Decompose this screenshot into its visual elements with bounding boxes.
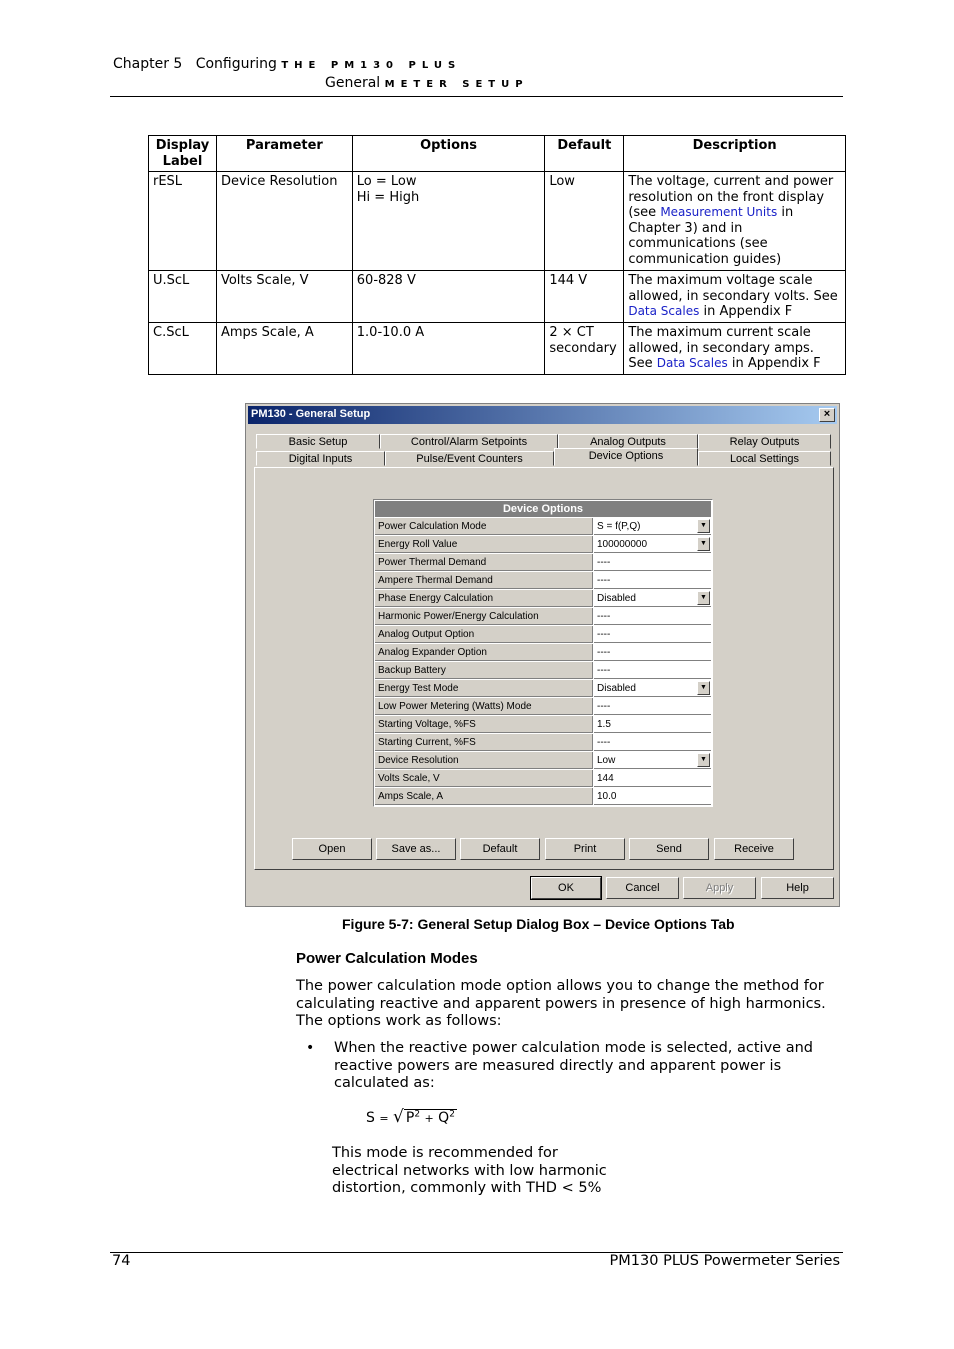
grid-row [375,626,711,644]
grid-row-value-text: 100000000 [597,539,648,550]
grid-row-label: Analog Expander Option [375,644,593,661]
parameter-table [148,135,846,375]
dropdown-arrow-icon[interactable]: ▼ [697,519,710,533]
tab-local-settings[interactable]: Local Settings [698,451,831,466]
col-parameter: Parameter [216,136,352,172]
grid-row [375,770,711,788]
grid-row-value[interactable] [594,518,711,535]
grid-row-value[interactable] [594,770,711,787]
grid-row [375,590,711,608]
grid-row [375,518,711,536]
grid-row [375,644,711,662]
grid-row-label: Starting Current, %FS [375,734,593,751]
grid-row-label: Ampere Thermal Demand [375,572,593,589]
section-heading: Power Calculation Modes [296,950,478,967]
grid-row-value-text: Low [597,755,616,766]
page-number: 74 [112,1253,131,1269]
tab-device-options[interactable]: Device Options [554,448,698,466]
grid-row-value[interactable] [594,644,711,661]
grid-row-label: Energy Test Mode [375,680,593,697]
grid-row-value-text: Disabled [597,683,636,694]
tab-basic-setup[interactable]: Basic Setup [256,434,380,449]
grid-row-label: Low Power Metering (Watts) Mode [375,698,593,715]
grid-row-value-text: 10.0 [597,791,617,802]
grid-title: Device Options [375,501,711,517]
bullet-paragraph: When the reactive power calculation mode is selected, active and reactive powers are measured directly and apparent power is calculated as: [334,1040,813,1091]
grid-row-label: Amps Scale, A [375,788,593,805]
table-row: C.ScL Amps Scale, A 1.0-10.0 A 2 × CT secondary The maximum current scale allowed, in secondary amps. See Data Scales in Appendix F [149,323,846,375]
figure-caption: Figure 5-7: General Setup Dialog Box – Device Options Tab [342,916,735,932]
dropdown-arrow-icon[interactable]: ▼ [697,753,710,767]
grid-row-value[interactable] [594,734,711,751]
col-default: Default [545,136,624,172]
header-rule [110,96,843,97]
grid-row [375,788,711,806]
grid-row-value-text: ---- [597,737,611,748]
grid-row [375,554,711,572]
grid-row [375,752,711,770]
dialog-titlebar [248,406,837,424]
grid-row-label: Energy Roll Value [375,536,593,553]
chapter-label: Chapter 5 Configuring THE PM130 PLUS [113,56,462,72]
col-options: Options [352,136,545,172]
save-as-button[interactable]: Save as... [376,838,456,860]
grid-row-value-text: Disabled [597,593,636,604]
tab-analog-outputs[interactable]: Analog Outputs [558,434,698,449]
tab-control-alarm-setpoints[interactable]: Control/Alarm Setpoints [380,434,558,449]
grid-row-value-text: ---- [597,629,611,640]
grid-row-value[interactable] [594,554,711,571]
grid-row-value[interactable] [594,626,711,643]
send-button[interactable]: Send [629,838,709,860]
grid-row [375,572,711,590]
grid-row [375,608,711,626]
grid-row-value-text: S = f(P,Q) [597,521,641,532]
dropdown-arrow-icon[interactable]: ▼ [697,591,710,605]
general-setup-dialog [245,403,840,907]
dropdown-arrow-icon[interactable]: ▼ [697,681,710,695]
grid-row [375,698,711,716]
grid-row-value-text: ---- [597,575,611,586]
grid-row [375,536,711,554]
help-button[interactable]: Help [761,877,834,899]
apply-button[interactable]: Apply [683,877,756,899]
apparent-power-formula: S = √ $P^2 + Q^2$ [366,1107,455,1127]
grid-row [375,734,711,752]
open-button[interactable]: Open [292,838,372,860]
grid-row-label: Harmonic Power/Energy Calculation [375,608,593,625]
section-label: General METER SETUP [325,75,529,91]
grid-row-value[interactable] [594,572,711,589]
table-row: rESL Device Resolution Lo = Low Hi = High Low The voltage, current and power resolution on the front display (see Measurement Units in Chapter 3) and in communications (see communication guides) [149,172,846,271]
grid-row-value[interactable] [594,536,711,553]
footer-title: PM130 PLUS Powermeter Series [609,1253,840,1269]
col-description: Description [624,136,846,172]
grid-row-value[interactable] [594,662,711,679]
grid-row [375,662,711,680]
table-row: U.ScL Volts Scale, V 60-828 V 144 V The maximum voltage scale allowed, in secondary volts. See Data Scales in Appendix F [149,271,846,323]
grid-row-value[interactable] [594,716,711,733]
grid-row-label: Power Calculation Mode [375,518,593,535]
grid-row-value[interactable] [594,590,711,607]
grid-row-value-text: ---- [597,647,611,658]
tab-pulse-event-counters[interactable]: Pulse/Event Counters [385,451,554,466]
dialog-title: PM130 - General Setup [251,408,371,420]
grid-row-value-text: ---- [597,701,611,712]
grid-row-label: Power Thermal Demand [375,554,593,571]
cancel-button[interactable]: Cancel [606,877,679,899]
default-button[interactable]: Default [460,838,540,860]
device-options-grid [373,499,713,807]
grid-row-value-text: ---- [597,665,611,676]
grid-row-value[interactable] [594,752,711,769]
grid-row-value-text: ---- [597,611,611,622]
grid-row-value[interactable] [594,788,711,805]
grid-row-label: Analog Output Option [375,626,593,643]
grid-row-label: Backup Battery [375,662,593,679]
grid-row-label: Volts Scale, V [375,770,593,787]
grid-row-label: Phase Energy Calculation [375,590,593,607]
grid-row [375,716,711,734]
grid-row-value-text: 144 [597,773,614,784]
chapter-title-caps: THE PM130 PLUS [281,60,462,71]
grid-row-label: Starting Voltage, %FS [375,716,593,733]
section-title-caps: METER SETUP [384,79,529,90]
dropdown-arrow-icon[interactable]: ▼ [697,537,710,551]
print-button[interactable]: Print [545,838,625,860]
intro-paragraph: The power calculation mode option allows you to change the method for calculating reactive and apparent powers in presence of high harmonics. The options work as follows: [296,978,826,1029]
grid-row-value[interactable] [594,698,711,715]
note-paragraph: This mode is recommended for electrical networks with low harmonic distortion, commonly with THD < 5% [332,1145,607,1196]
link-data-scales[interactable]: Data Scales [628,304,700,319]
tab-relay-outputs[interactable]: Relay Outputs [698,434,831,449]
ok-button[interactable]: OK [531,877,601,899]
grid-row-value[interactable] [594,680,711,697]
receive-button[interactable]: Receive [714,838,794,860]
grid-row-value[interactable] [594,608,711,625]
col-display-label: Display Label [149,136,217,172]
grid-row-value-text: 1.5 [597,719,611,730]
grid-row [375,680,711,698]
close-button[interactable]: × [819,408,835,422]
grid-row-value-text: ---- [597,557,611,568]
link-measurement-units[interactable]: Measurement Units [660,205,778,220]
link-data-scales[interactable]: Data Scales [656,356,728,371]
bullet-icon: • [306,1040,315,1056]
tab-digital-inputs[interactable]: Digital Inputs [256,451,385,466]
grid-row-label: Device Resolution [375,752,593,769]
